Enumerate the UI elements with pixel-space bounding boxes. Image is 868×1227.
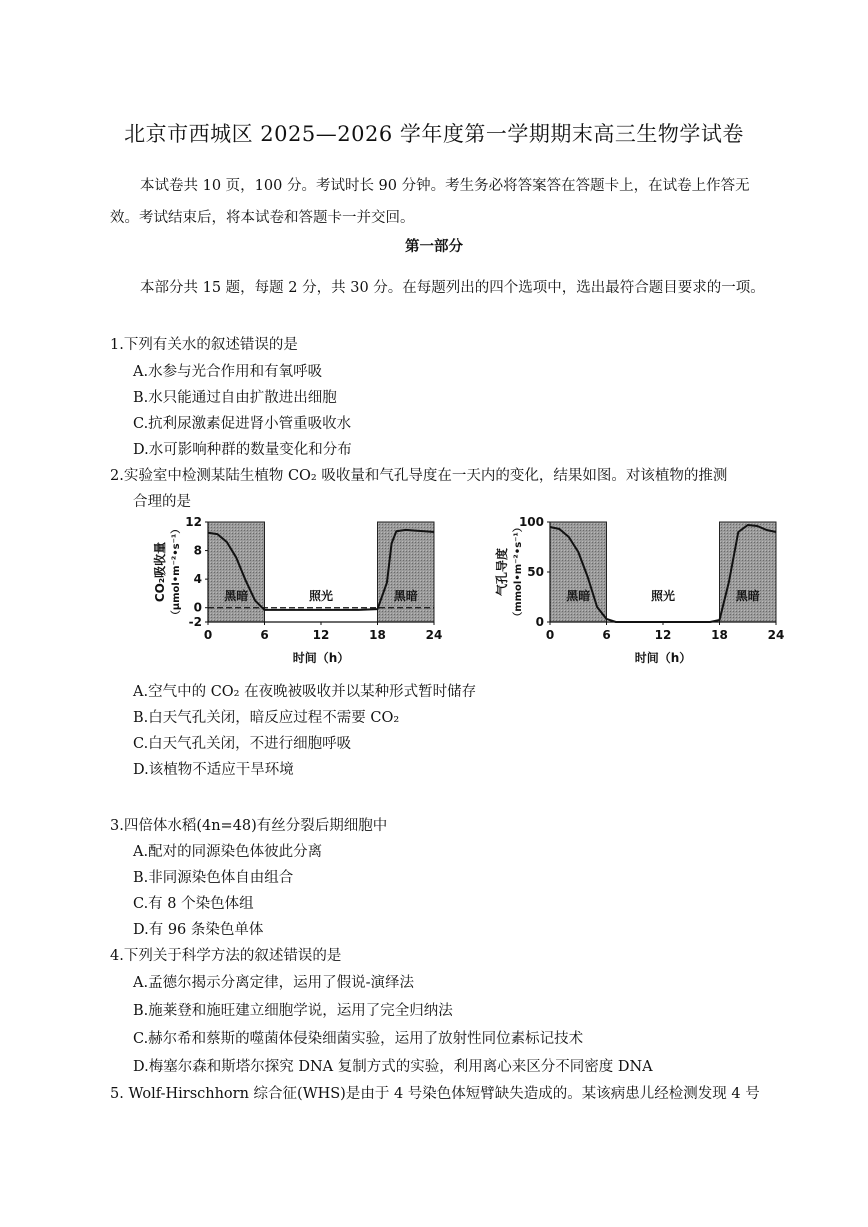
x-tick-label: 6 (602, 628, 611, 642)
section-title: 第一部分 (405, 238, 463, 255)
x-tick-label: 24 (767, 628, 785, 642)
y-tick-label: 8 (193, 543, 202, 558)
y-tick-label: 0 (535, 615, 544, 629)
question-4-option-b: B.施莱登和施旺建立细胞学说，运用了完全归纳法 (133, 1003, 453, 1019)
x-tick-label: 12 (654, 628, 672, 642)
region-label: 黑暗 (393, 589, 418, 603)
y-axis-unit-label: （μmol•m⁻²•s⁻¹） (171, 523, 182, 621)
question-4-stem: 4.下列关于科学方法的叙述错误的是 (110, 948, 342, 964)
question-1-stem: 1.下列有关水的叙述错误的是 (110, 337, 298, 353)
region-label: 黑暗 (566, 589, 591, 603)
y-tick-label: 0 (193, 600, 202, 615)
dark-period-1 (720, 522, 777, 622)
question-3-option-b: B.非同源染色体自由组合 (133, 870, 294, 886)
dark-period-0 (208, 522, 265, 622)
question-2-option-c: C.白天气孔关闭，不进行细胞呼吸 (133, 736, 352, 752)
y-axis-label: 气孔导度 (495, 547, 509, 597)
question-3-stem: 3.四倍体水稻(4n=48)有丝分裂后期细胞中 (110, 818, 388, 834)
question-1-option-b: B.水只能通过自由扩散进出细胞 (133, 390, 337, 406)
x-tick-label: 24 (425, 628, 443, 642)
question-3-option-c: C.有 8 个染色体组 (133, 896, 254, 912)
question-2-stem: 2.实验室中检测某陆生植物 CO₂ 吸收量和气孔导度在一天内的变化，结果如图。对该植物的推测 (110, 468, 728, 484)
co2-uptake-chart (148, 512, 448, 676)
y-tick-label: 100 (518, 515, 544, 529)
y-tick-label: 50 (527, 565, 544, 579)
x-tick-label: 6 (260, 628, 269, 642)
region-label: 照光 (650, 589, 676, 603)
section-intro (110, 272, 765, 304)
region-label: 黑暗 (735, 589, 760, 603)
exam-title: 北京市西城区 2025—2026 学年度第一学期期末高三生物学试卷 (124, 122, 744, 146)
question-4-option-c: C.赫尔希和蔡斯的噬菌体侵染细菌实验，运用了放射性同位素标记技术 (133, 1031, 584, 1047)
question-1-option-d: D.水可影响种群的数量变化和分布 (133, 442, 352, 458)
question-2-stem-cont: 合理的是 (133, 494, 191, 510)
question-3-option-a: A.配对的同源染色体彼此分离 (133, 844, 323, 860)
question-4-option-a: A.孟德尔揭示分离定律，运用了假说-演绎法 (133, 975, 414, 991)
co2-uptake-chart-svg (148, 512, 448, 672)
question-2-option-a: A.空气中的 CO₂ 在夜晚被吸收并以某种形式暂时储存 (133, 684, 477, 700)
y-axis-label: CO₂吸收量 (153, 541, 167, 603)
question-2-option-d: D.该植物不适应干旱环境 (133, 762, 294, 778)
stomatal-conductance-chart (490, 512, 790, 676)
x-axis-label: 时间（h） (292, 651, 350, 665)
region-label: 黑暗 (224, 589, 249, 603)
y-tick-label: -2 (188, 615, 202, 629)
question-3-option-d: D.有 96 条染色单体 (133, 922, 264, 938)
exam-intro-line2: 无效。考试结束后，将本试卷和答题卡一并交回。 (110, 178, 750, 226)
question-1-option-a: A.水参与光合作用和有氧呼吸 (133, 364, 323, 380)
x-tick-label: 0 (203, 628, 213, 642)
section-intro-line1: 本部分共 15 题，每题 2 分，共 30 分。在每题列出的四个选项中，选出最符合题目要求的一 (140, 280, 736, 296)
section-intro-line2: 项。 (735, 280, 765, 296)
x-tick-label: 12 (312, 628, 330, 642)
stomatal-conductance-chart-svg (490, 512, 790, 672)
x-tick-label: 0 (545, 628, 555, 642)
y-axis-unit-label: （mmol•m⁻²•s⁻¹） (513, 522, 524, 622)
question-4-option-d: D.梅塞尔森和斯塔尔探究 DNA 复制方式的实验，利用离心来区分不同密度 DNA (133, 1059, 653, 1075)
y-tick-label: 4 (193, 572, 202, 587)
region-label: 照光 (308, 589, 334, 603)
x-tick-label: 18 (711, 628, 728, 642)
question-2-option-b: B.白天气孔关闭，暗反应过程不需要 CO₂ (133, 710, 400, 726)
x-axis-label: 时间（h） (634, 651, 692, 665)
x-tick-label: 18 (369, 628, 386, 642)
y-tick-label: 12 (185, 515, 202, 529)
question-5-stem: 5. Wolf-Hirschhorn 综合征(WHS)是由于 4 号染色体短臂缺失造成的。某该病患儿经检测发现 4 号 (110, 1086, 760, 1102)
question-1-option-c: C.抗利尿激素促进肾小管重吸收水 (133, 416, 352, 432)
dark-period-1 (378, 522, 435, 622)
exam-intro (110, 170, 765, 234)
exam-intro-line1: 本试卷共 10 页，100 分。考试时长 90 分钟。考生务必将答案答在答题卡上，在试卷上作答 (140, 178, 736, 194)
